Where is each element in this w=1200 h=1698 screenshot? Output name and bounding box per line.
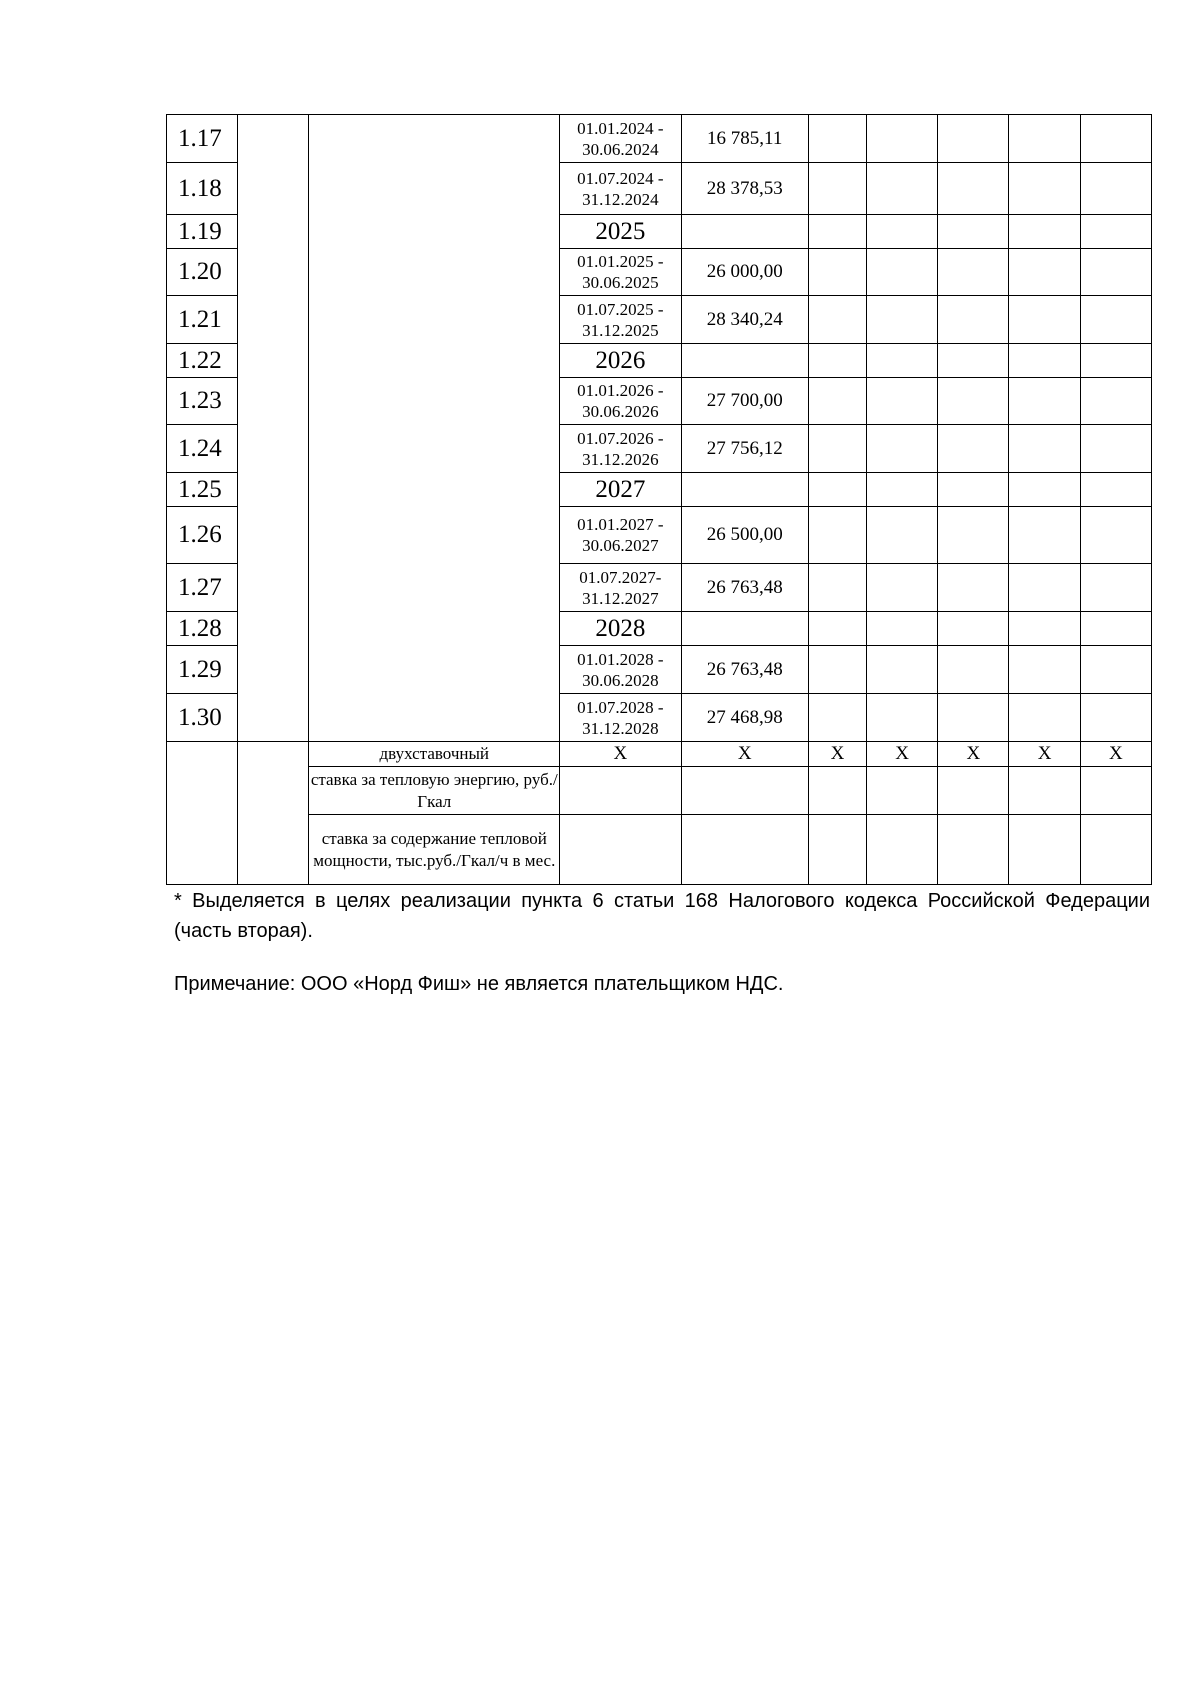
empty-cell	[808, 815, 866, 885]
row-number: 1.25	[167, 473, 238, 507]
empty-cell	[681, 612, 808, 646]
empty-cell	[1009, 425, 1080, 473]
empty-cell	[867, 473, 938, 507]
heat-energy-rate-row	[167, 767, 1152, 815]
empty-cell	[1080, 612, 1151, 646]
empty-cell	[938, 249, 1009, 296]
empty-cell	[938, 473, 1009, 507]
vat-remark: Примечание: ООО «Норд Фиш» не является плательщиком НДС.	[174, 973, 784, 995]
empty-cell	[1009, 646, 1080, 694]
empty-cell	[867, 296, 938, 344]
x-mark: Х	[681, 742, 808, 767]
period-cell: 01.01.2025 - 30.06.2025	[560, 249, 681, 296]
empty-cell	[681, 215, 808, 249]
tariff-value: 28 378,53	[681, 163, 808, 215]
two-rate-row	[167, 742, 1152, 767]
period-cell: 01.07.2025 - 31.12.2025	[560, 296, 681, 344]
empty-cell	[1080, 425, 1151, 473]
row-number: 1.19	[167, 215, 238, 249]
empty-cell	[1009, 163, 1080, 215]
row-number: 1.28	[167, 612, 238, 646]
tariff-table-body	[167, 115, 1152, 885]
empty-cell	[938, 815, 1009, 885]
x-mark: Х	[1009, 742, 1080, 767]
row-number: 1.21	[167, 296, 238, 344]
row-number: 1.24	[167, 425, 238, 473]
capacity-rate-row	[167, 815, 1152, 885]
year-heading: 2026	[560, 344, 681, 378]
vat-footnote: * Выделяется в целях реализации пункта 6 статьи 168 Налогового кодекса Российской Федерации (часть вторая).	[174, 890, 1150, 942]
row-number: 1.18	[167, 163, 238, 215]
empty-cell	[867, 115, 938, 163]
empty-cell	[938, 694, 1009, 742]
empty-cell	[1009, 249, 1080, 296]
empty-cell	[560, 815, 681, 885]
heat-energy-rate-label: ставка за тепловую энергию, руб./Гкал	[309, 767, 560, 815]
empty-cell	[938, 378, 1009, 425]
empty-cell	[867, 507, 938, 564]
empty-cell	[808, 564, 866, 612]
row-number: 1.27	[167, 564, 238, 612]
empty-cell	[867, 564, 938, 612]
empty-cell	[1080, 378, 1151, 425]
empty-cell	[1009, 296, 1080, 344]
empty-cell	[1080, 344, 1151, 378]
empty-cell	[867, 694, 938, 742]
empty-merged-cell	[167, 742, 238, 885]
empty-cell	[938, 425, 1009, 473]
empty-cell	[1080, 815, 1151, 885]
empty-cell	[867, 767, 938, 815]
empty-cell	[1080, 296, 1151, 344]
empty-cell	[867, 425, 938, 473]
tariff-value: 27 700,00	[681, 378, 808, 425]
capacity-rate-label: ставка за содержание тепловой мощности, тыс.руб./Гкал/ч в мес.	[309, 815, 560, 885]
period-cell: 01.07.2028 - 31.12.2028	[560, 694, 681, 742]
empty-cell	[808, 694, 866, 742]
empty-cell	[1080, 564, 1151, 612]
empty-cell	[1009, 507, 1080, 564]
empty-cell	[867, 249, 938, 296]
empty-cell	[867, 215, 938, 249]
empty-cell	[1009, 612, 1080, 646]
x-mark: Х	[1080, 742, 1151, 767]
empty-cell	[1080, 249, 1151, 296]
empty-cell	[938, 215, 1009, 249]
x-mark: Х	[808, 742, 866, 767]
tariff-value: 16 785,11	[681, 115, 808, 163]
empty-cell	[808, 296, 866, 344]
empty-cell	[938, 115, 1009, 163]
row-number: 1.20	[167, 249, 238, 296]
empty-cell	[808, 425, 866, 473]
empty-cell	[681, 473, 808, 507]
empty-cell	[867, 344, 938, 378]
empty-cell	[808, 215, 866, 249]
empty-cell	[1009, 344, 1080, 378]
empty-merged-cell	[309, 115, 560, 742]
empty-cell	[1080, 473, 1151, 507]
x-mark: Х	[560, 742, 681, 767]
empty-cell	[808, 344, 866, 378]
empty-cell	[867, 163, 938, 215]
x-mark: Х	[867, 742, 938, 767]
empty-cell	[681, 815, 808, 885]
empty-cell	[1009, 564, 1080, 612]
empty-cell	[1080, 646, 1151, 694]
x-mark: Х	[938, 742, 1009, 767]
empty-cell	[938, 767, 1009, 815]
row-number: 1.17	[167, 115, 238, 163]
empty-cell	[1009, 115, 1080, 163]
empty-cell	[1009, 378, 1080, 425]
table-row	[167, 115, 1152, 163]
empty-cell	[1080, 215, 1151, 249]
row-number: 1.23	[167, 378, 238, 425]
empty-cell	[681, 767, 808, 815]
empty-cell	[808, 378, 866, 425]
tariff-value: 26 763,48	[681, 564, 808, 612]
tariff-table	[166, 114, 1152, 885]
empty-cell	[808, 646, 866, 694]
empty-cell	[938, 646, 1009, 694]
tariff-value: 27 468,98	[681, 694, 808, 742]
empty-cell	[1080, 507, 1151, 564]
tariff-value: 28 340,24	[681, 296, 808, 344]
empty-cell	[938, 612, 1009, 646]
period-cell: 01.01.2024 - 30.06.2024	[560, 115, 681, 163]
row-number: 1.22	[167, 344, 238, 378]
tariff-value: 26 000,00	[681, 249, 808, 296]
empty-cell	[808, 767, 866, 815]
row-number: 1.26	[167, 507, 238, 564]
empty-cell	[808, 115, 866, 163]
empty-cell	[560, 767, 681, 815]
empty-cell	[938, 344, 1009, 378]
empty-cell	[1080, 115, 1151, 163]
period-cell: 01.01.2026 - 30.06.2026	[560, 378, 681, 425]
empty-cell	[1009, 815, 1080, 885]
year-heading: 2025	[560, 215, 681, 249]
empty-merged-cell	[238, 742, 309, 885]
tariff-value: 26 763,48	[681, 646, 808, 694]
row-number: 1.29	[167, 646, 238, 694]
empty-cell	[867, 612, 938, 646]
empty-cell	[938, 163, 1009, 215]
period-cell: 01.07.2027- 31.12.2027	[560, 564, 681, 612]
two-rate-label: двухставочный	[309, 742, 560, 767]
year-heading: 2027	[560, 473, 681, 507]
empty-merged-cell	[238, 115, 309, 742]
tariff-value: 27 756,12	[681, 425, 808, 473]
period-cell: 01.01.2028 - 30.06.2028	[560, 646, 681, 694]
empty-cell	[1009, 767, 1080, 815]
period-cell: 01.07.2024 - 31.12.2024	[560, 163, 681, 215]
empty-cell	[867, 378, 938, 425]
empty-cell	[1080, 767, 1151, 815]
empty-cell	[808, 249, 866, 296]
empty-cell	[808, 473, 866, 507]
empty-cell	[808, 612, 866, 646]
period-cell: 01.07.2026 - 31.12.2026	[560, 425, 681, 473]
empty-cell	[938, 507, 1009, 564]
empty-cell	[681, 344, 808, 378]
empty-cell	[1009, 215, 1080, 249]
row-number: 1.30	[167, 694, 238, 742]
empty-cell	[1009, 473, 1080, 507]
empty-cell	[1080, 694, 1151, 742]
empty-cell	[938, 296, 1009, 344]
empty-cell	[1080, 163, 1151, 215]
tariff-value: 26 500,00	[681, 507, 808, 564]
period-cell: 01.01.2027 - 30.06.2027	[560, 507, 681, 564]
empty-cell	[808, 163, 866, 215]
year-heading: 2028	[560, 612, 681, 646]
empty-cell	[938, 564, 1009, 612]
empty-cell	[867, 815, 938, 885]
empty-cell	[867, 646, 938, 694]
empty-cell	[808, 507, 866, 564]
empty-cell	[1009, 694, 1080, 742]
